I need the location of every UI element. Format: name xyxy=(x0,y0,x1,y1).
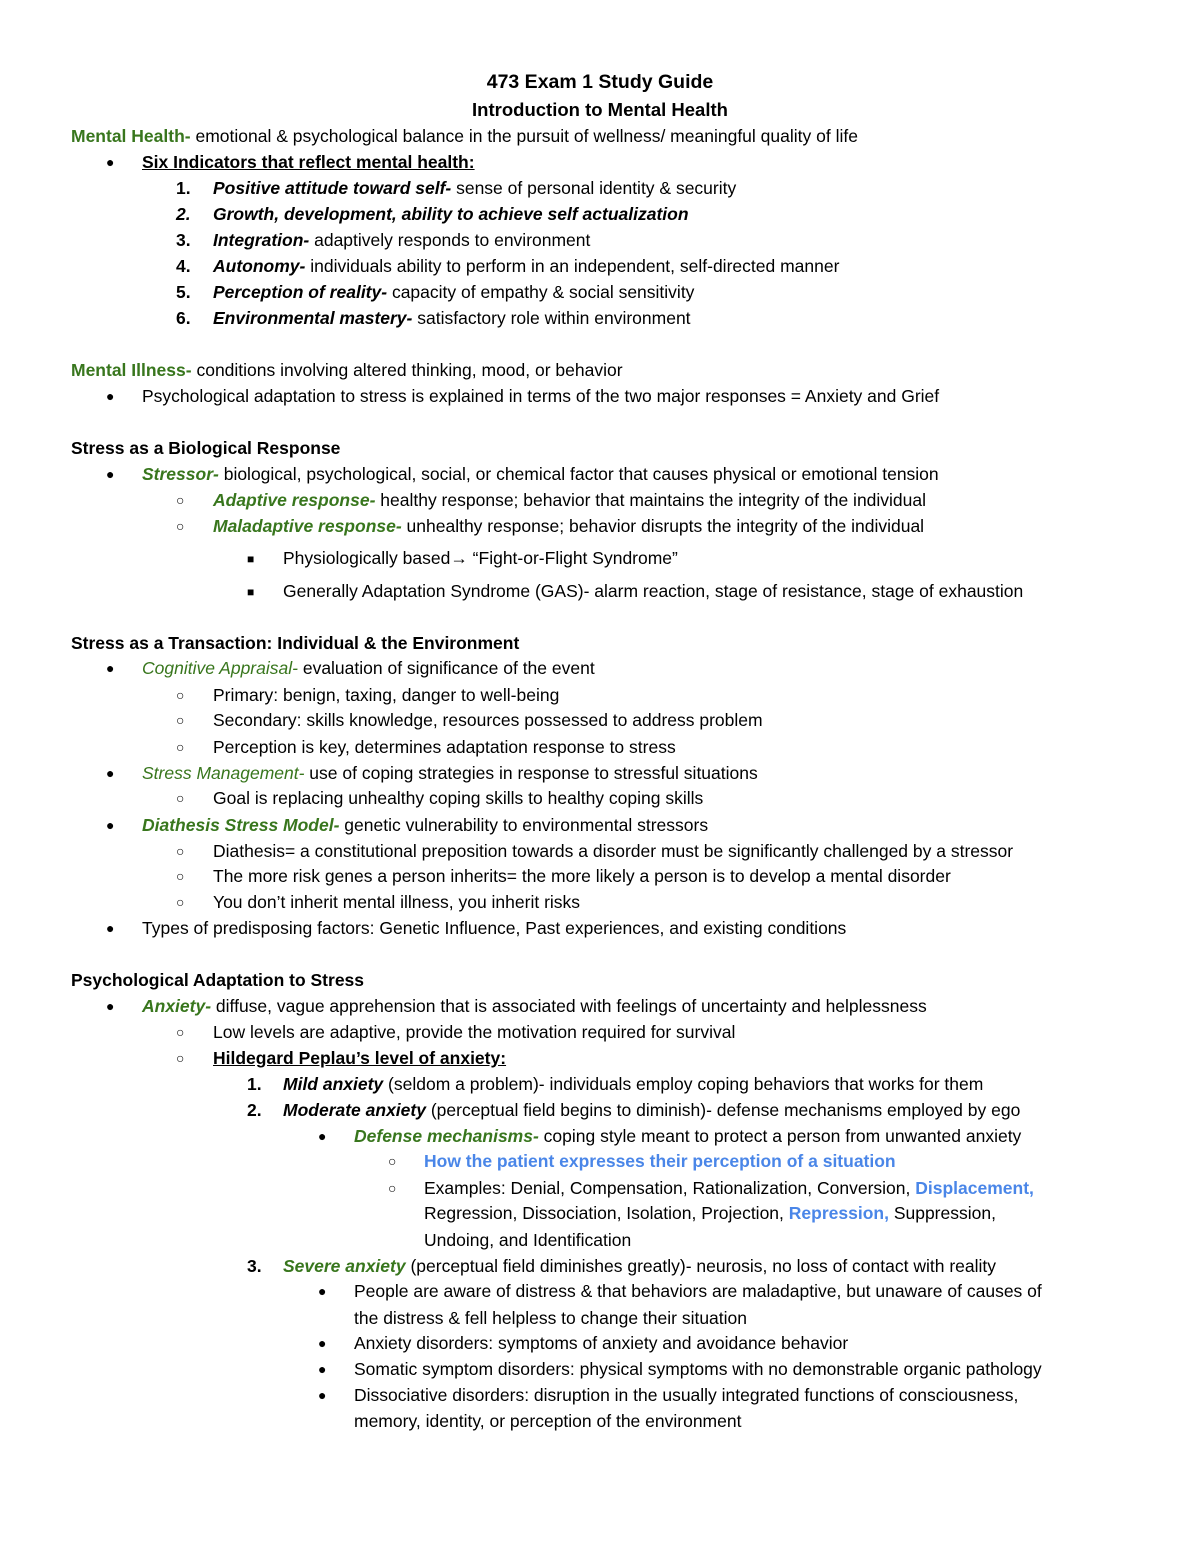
bullet-disc-icon: ● xyxy=(106,388,115,404)
bullet-disc-icon: ● xyxy=(106,466,115,482)
bullet-circle-icon: ○ xyxy=(176,790,185,806)
bullet-disc-icon: ● xyxy=(106,817,115,833)
bullet-disc-icon: ● xyxy=(106,765,115,781)
bullet-circle-icon: ○ xyxy=(176,868,185,884)
bullet-disc-icon: ● xyxy=(318,1387,327,1403)
bullet-circle-icon: ○ xyxy=(176,1024,185,1040)
bullet-circle-icon: ○ xyxy=(388,1180,397,1196)
bullet-circle-icon: ○ xyxy=(176,739,185,755)
bullet-circle-icon: ○ xyxy=(176,894,185,910)
bullet-disc-icon: ● xyxy=(106,998,115,1014)
section-heading: Stress as a Transaction: Individual & the Environment xyxy=(71,633,520,653)
bullet-circle-icon: ○ xyxy=(176,1050,185,1066)
page-subtitle: Introduction to Mental Health xyxy=(472,99,728,120)
bullet-disc-icon: ● xyxy=(318,1361,327,1377)
bullet-disc-icon: ● xyxy=(318,1283,327,1299)
bullet-disc-icon: ● xyxy=(318,1128,327,1144)
mental-illness-definition: Mental Illness- conditions involving altered thinking, mood, or behavior xyxy=(71,360,623,380)
bullet-disc-icon: ● xyxy=(318,1335,327,1351)
bullet-square-icon: ■ xyxy=(247,585,255,599)
bullet-disc-icon: ● xyxy=(106,920,115,936)
bullet-circle-icon: ○ xyxy=(176,843,185,859)
bullet-square-icon: ■ xyxy=(247,552,255,566)
page-title: 473 Exam 1 Study Guide xyxy=(486,71,714,93)
bullet-circle-icon: ○ xyxy=(176,687,185,703)
bullet-disc-icon: ● xyxy=(106,154,115,170)
bullet-circle-icon: ○ xyxy=(176,518,185,534)
mental-health-definition: Mental Health- emotional & psychological balance in the pursuit of wellness/ meaningful quality of life xyxy=(71,126,858,146)
bullet-circle-icon: ○ xyxy=(176,712,185,728)
bullet-disc-icon: ● xyxy=(106,660,115,676)
document-page: 473 Exam 1 Study Guide Introduction to Mental Health Mental Health- emotional & psychological balance in the pursuit of wellness/ meaningful quality of life ● Six Indicators that reflect mental health: 1. Positive attitude toward self- sense of personal identity & security 2. Growth, development, ability to achieve self actualization 3. Integration- adaptively responds to environment 4. Autonomy- individuals ability to perform in an independent, self-directed manner 5. Perception of reality- capacity of empathy & social sensitivity 6. Environmental mastery- satisfactory role within environment Mental Illness- conditions involving altered thinking, mood, or behavior ● Psychological adaptation to stress is explained in terms of the two major responses = Anxiety and Grief Stress as a Biological Response ● Stressor- biological, psychological, social, or chemical factor that causes physical or emotional tension ○ Adaptive response- healthy response; behavior that maintains the integrity of the individual ○ Maladaptive response- unhealthy response; behavior disrupts the integrity of the individual ■ Physiologically based→ “Fight-or-Flight Syndrome” ■ Generally Adaptation Syndrome (GAS)- alarm reaction, stage of resistance, stage of exhaustion Stress as a Transaction: Individual & the Environment ● Cognitive Appraisal- evaluation of significance of the event ○ Primary: benign, taxing, danger to well-being ○ Secondary: skills knowledge, resources possessed to address problem ○ Perception is key, determines adaptation response to stress ● Stress Management- use of coping strategies in response to stressful situations ○ Goal is replacing unhealthy coping skills to healthy coping skills ● Diathesis Stress Model- genetic vulnerability to environmental stressors ○ Diathesis= a constitutional preposition towards a disorder must be significantly challenged by a stressor ○ The more risk genes a person inherits= the more likely a person is to develop a mental disorder ○ You don’t inherit mental illness, you inherit risks ● Types of predisposing factors: Genetic Influence, Past experiences, and existing conditions Psychological Adaptation to Stress ● Anxiety- diffuse, vague apprehension that is associated with feelings of uncertainty and helplessness ○ Low levels are adaptive, provide the motivation required for survival ○ Hildegard Peplau’s level of anxiety: 1. Mild anxiety (seldom a problem)- individuals employ coping behaviors that works for them 2. Moderate anxiety (perceptual field begins to diminish)- defense mechanisms employed by ego ● Defense mechanisms- coping style meant to protect a person from unwanted anxiety ○ How the patient expresses their perception of a situation ○ Examples: Denial, Compensation, Rationalization, Conversion, Displacement, Regression, Dissociation, Isolation, Projection, Repression, Suppression, Undoing, and Identification 3. Severe anxiety (perceptual field diminishes greatly)- neurosis, no loss of contact with reality ● People are aware of distress & that behaviors are maladaptive, but unaware of causes of the distress & fell helpless to change their situation ● Anxiety disorders: symptoms of anxiety and avoidance behavior ● Somatic symptom disorders: physical symptoms with no demonstrable organic pathology ● Dissociative disorders: disruption in the usually integrated functions of consciousness, memory, identity, or perception of the environment xyxy=(0,0,1200,1553)
section-heading: Stress as a Biological Response xyxy=(71,438,341,458)
bullet-circle-icon: ○ xyxy=(388,1153,397,1169)
section-heading: Psychological Adaptation to Stress xyxy=(71,970,365,990)
bullet-circle-icon: ○ xyxy=(176,492,185,508)
